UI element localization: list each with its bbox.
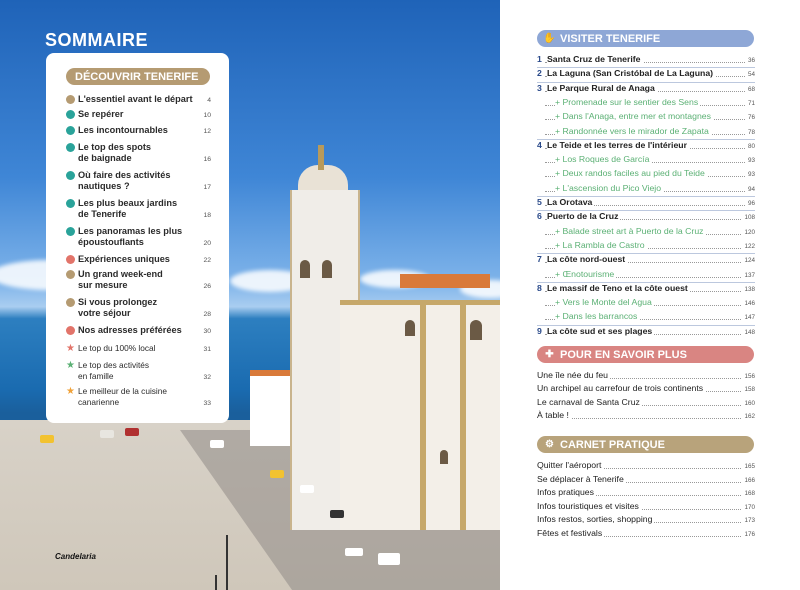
gear-dot-icon [66, 255, 75, 264]
toc-label: Infos touristiques et visites [537, 500, 639, 511]
page-number: 160 [744, 399, 755, 407]
page-number: 137 [744, 271, 755, 279]
toc-entry[interactable] [537, 297, 755, 308]
page-number: 147 [744, 314, 755, 322]
gear-dot-icon [66, 298, 75, 307]
left-toc-entry[interactable] [66, 143, 211, 165]
chapter-number: 7 [537, 254, 542, 265]
toc-entry[interactable] [537, 240, 755, 251]
page-number: 71 [747, 99, 755, 107]
left-toc-label: Où faire des activités nautiques ? [78, 170, 171, 191]
page-number: 176 [744, 531, 755, 538]
left-toc-entry[interactable] [66, 199, 211, 221]
page-number: 16 [203, 156, 211, 163]
page-number: 108 [744, 214, 755, 222]
chapter-number: 4 [537, 139, 542, 150]
left-toc-entry[interactable] [66, 387, 211, 409]
leader-dots [545, 418, 745, 419]
plus-icon: ✚ [545, 349, 554, 360]
chapter-number: 2 [537, 68, 542, 79]
toc-label: + Randonnée vers le mirador de Zapata [555, 125, 709, 136]
toc-label: + La Rambla de Castro [555, 239, 645, 250]
left-toc-entry[interactable] [66, 171, 211, 193]
left-toc-entry[interactable] [66, 326, 211, 337]
section-pill-visiter: ✋ VISITER TENERIFE [537, 30, 754, 47]
left-toc-label: Le top des activités en famille [78, 360, 150, 381]
toc-entry[interactable] [537, 501, 755, 512]
toc-label: À table ! [537, 409, 569, 420]
toc-label: Quitter l'aéroport [537, 460, 602, 470]
toc-entry[interactable] [537, 460, 755, 471]
page-number: 170 [744, 503, 755, 511]
left-toc-label: Les panoramas les plus époustouflants [78, 226, 183, 247]
toc-label: Se déplacer à Tenerife [537, 473, 624, 484]
left-toc-entry[interactable] [66, 95, 211, 106]
page-number: 17 [203, 184, 211, 191]
gear-dot-icon [66, 227, 75, 236]
toc-entry[interactable] [537, 226, 755, 237]
page-number: 31 [203, 346, 211, 353]
page-title: SOMMAIRE [45, 30, 148, 50]
toc-entry[interactable] [537, 83, 755, 94]
left-toc-entry[interactable] [66, 298, 211, 320]
toc-entry[interactable] [537, 326, 755, 337]
page-number: 96 [747, 200, 755, 207]
photo-caption: Candelaria [55, 552, 96, 561]
toc-entry[interactable] [537, 254, 755, 265]
gear-dot-icon [66, 171, 75, 180]
left-toc-label: Les plus beaux jardins de Tenerife [78, 198, 178, 219]
page-number: 32 [203, 374, 211, 381]
page-number: 93 [747, 171, 755, 179]
left-toc-label: Si vous prolongez votre séjour [78, 297, 158, 318]
toc-label: La côte nord-ouest [547, 254, 626, 265]
page-number: 20 [203, 240, 211, 247]
left-toc-label: Le top des spots de baignade [78, 142, 151, 163]
left-toc-entry[interactable] [66, 270, 211, 292]
toc-label: + Deux randos faciles au pied du Teide [555, 168, 705, 179]
toc-label: Fêtes et festivals [537, 528, 603, 538]
toc-label: Infos pratiques [537, 487, 594, 498]
page-number: 122 [744, 242, 755, 250]
toc-entry[interactable] [537, 514, 755, 525]
toc-label: Le Teide et les terres de l'intérieur [547, 139, 687, 150]
left-toc-entry[interactable] [66, 126, 211, 137]
left-toc-entry[interactable] [66, 227, 211, 249]
left-toc-label: Nos adresses préférées [78, 325, 182, 335]
left-toc-label: L'essentiel avant le départ [78, 94, 193, 104]
page-number: 78 [747, 128, 755, 136]
left-toc-label: Expériences uniques [78, 254, 170, 264]
page-number: 18 [203, 212, 211, 219]
page-number: 173 [744, 517, 755, 525]
star-icon: ★ [66, 360, 75, 371]
page-number: 120 [744, 228, 755, 236]
chapter-number: 6 [537, 211, 542, 222]
chapter-number: 1 [537, 54, 542, 64]
toc-label: + Los Roques de García [555, 154, 650, 165]
toc-label: La Laguna (San Cristóbal de La Laguna) [547, 68, 714, 79]
star-icon: ★ [66, 343, 75, 354]
toc-entry[interactable] [537, 474, 755, 485]
left-toc-label: Le meilleur de la cuisine canarienne [78, 386, 168, 407]
page-number: 22 [203, 257, 211, 264]
toc-label: + Dans l'Anaga, entre mer et montagnes [555, 111, 711, 122]
chapter-number: 9 [537, 325, 542, 336]
page-number: 36 [747, 57, 755, 64]
left-toc-label: Les incontournables [78, 125, 168, 135]
left-toc-entry[interactable] [66, 344, 211, 355]
page-number: 30 [203, 328, 211, 335]
page-number: 162 [744, 412, 755, 420]
toc-entry[interactable] [537, 370, 755, 381]
toc-entry[interactable] [537, 487, 755, 498]
toc-entry[interactable] [537, 269, 755, 280]
toc-entry[interactable] [537, 211, 755, 222]
toc-entry[interactable] [537, 410, 755, 421]
section-pill-carnet: ⚙ CARNET PRATIQUE [537, 436, 754, 453]
page-number: 28 [203, 311, 211, 318]
toc-entry[interactable] [537, 54, 755, 65]
page-number: 80 [747, 142, 755, 150]
gear-dot-icon [66, 270, 75, 279]
toc-label: + L'ascension du Pico Viejo [555, 182, 662, 193]
section-pill-savoir: ✚ POUR EN SAVOIR PLUS [537, 346, 754, 363]
toc-label: Une île née du feu [537, 370, 609, 380]
page-number: 4 [207, 97, 211, 104]
toc-label: Santa Cruz de Tenerife [547, 54, 641, 64]
toc-label: + Vers le Monte del Agua [555, 297, 652, 308]
toc-entry[interactable] [537, 311, 755, 322]
toc-entry[interactable] [537, 197, 755, 208]
left-toc-label: Le top du 100% local [78, 343, 156, 353]
page-number: 93 [747, 157, 755, 165]
page-number: 124 [744, 257, 755, 265]
toc-label: Infos restos, sorties, shopping [537, 514, 653, 525]
page-number: 148 [744, 328, 755, 336]
toc-entry[interactable] [537, 383, 755, 394]
gear-dot-icon [66, 199, 75, 208]
left-toc-label: Se repérer [78, 109, 124, 119]
gear-dot-icon [66, 143, 75, 152]
gear-dot-icon [66, 95, 75, 104]
star-icon: ★ [66, 386, 75, 397]
toc-label: + Balade street art à Puerto de la Cruz [555, 225, 704, 236]
toc-label: + Dans les barrancos [555, 311, 638, 322]
section-pill-decouvrir: DÉCOUVRIR TENERIFE [66, 68, 210, 85]
chapter-number: 5 [537, 197, 542, 207]
page-number: 26 [203, 283, 211, 290]
toc-entry[interactable] [537, 111, 755, 122]
gear-dot-icon [66, 126, 75, 135]
left-toc-entry[interactable] [66, 361, 211, 383]
hand-icon: ✋ [543, 33, 556, 44]
gear-dot-icon [66, 326, 75, 335]
toc-label: Puerto de la Cruz [547, 211, 619, 222]
page-number: 158 [744, 386, 755, 394]
page-number: 54 [747, 71, 755, 79]
page-number: 146 [744, 300, 755, 308]
page-number: 156 [744, 373, 755, 380]
toc-label: Le carnaval de Santa Cruz [537, 396, 640, 407]
toc-label: Un archipel au carrefour de trois continents [537, 383, 704, 394]
page-number: 33 [203, 400, 211, 407]
page-number: 138 [744, 285, 755, 293]
toc-entry[interactable] [537, 168, 755, 179]
toc-label: + Œnotourisme [555, 268, 615, 279]
toc-entry[interactable] [537, 528, 755, 539]
left-toc-entry[interactable] [66, 255, 211, 266]
toc-entry[interactable] [537, 68, 755, 79]
toc-entry[interactable] [537, 283, 755, 294]
toc-entry[interactable] [537, 397, 755, 408]
toc-entry[interactable] [537, 126, 755, 137]
toc-label: + Promenade sur le sentier des Sens [555, 96, 699, 107]
toc-entry[interactable] [537, 97, 755, 108]
left-toc-label: Un grand week-end sur mesure [78, 269, 163, 290]
left-toc-entry[interactable] [66, 110, 211, 121]
toc-entry[interactable] [537, 154, 755, 165]
page-number: 76 [747, 114, 755, 122]
toc-label: La Orotava [547, 197, 593, 207]
page-number: 12 [203, 128, 211, 135]
toc-entry[interactable] [537, 183, 755, 194]
gear-icon: ⚙ [545, 439, 554, 450]
page-number: 10 [203, 112, 211, 119]
toc-label: Le Parque Rural de Anaga [547, 82, 655, 93]
page-number: 68 [747, 85, 755, 93]
toc-entry[interactable] [537, 140, 755, 151]
toc-label: Le massif de Teno et la côte ouest [547, 282, 688, 293]
toc-label: La côte sud et ses plages [547, 325, 653, 336]
gear-dot-icon [66, 110, 75, 119]
page-number: 168 [744, 490, 755, 498]
page-number: 165 [744, 463, 755, 470]
chapter-number: 8 [537, 282, 542, 293]
page-number: 94 [747, 185, 755, 193]
page-number: 166 [744, 476, 755, 484]
chapter-number: 3 [537, 82, 542, 93]
